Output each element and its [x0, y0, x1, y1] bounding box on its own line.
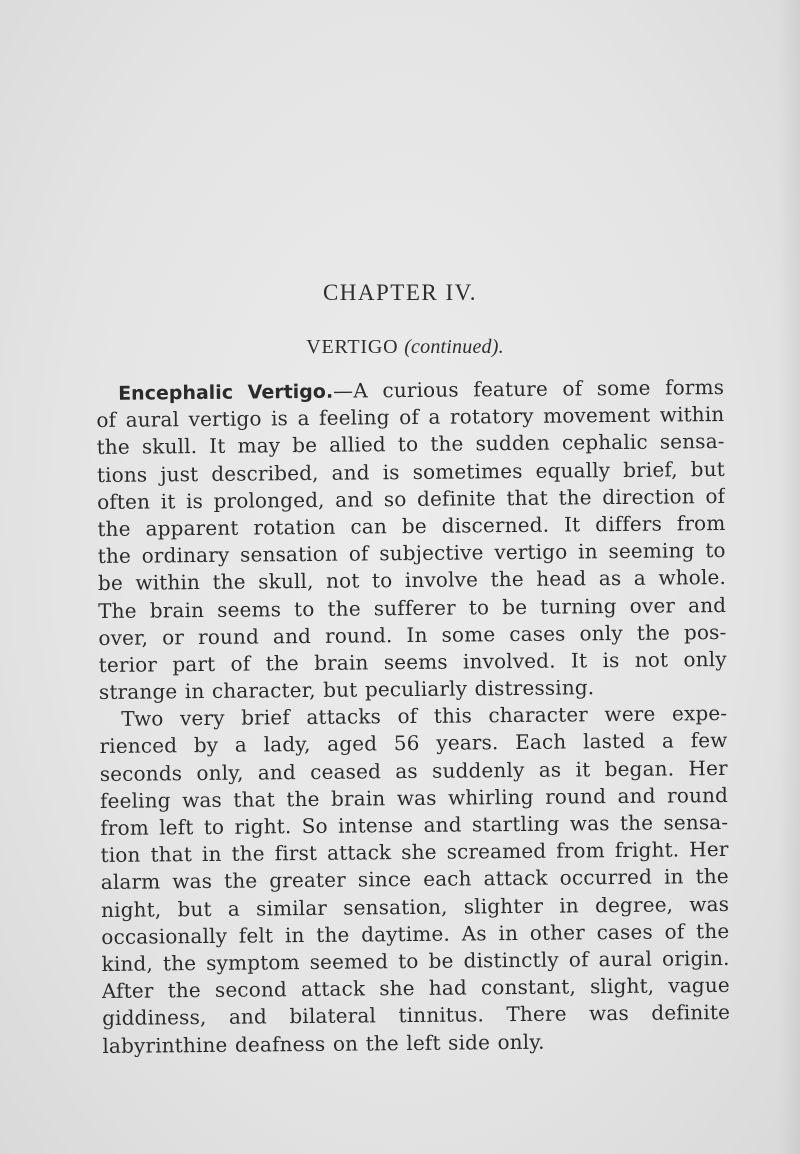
text-line: tions just described, and is sometimes equally brief, but [96, 456, 725, 487]
text-line: strange in character, but peculiarly distressing. [98, 675, 595, 705]
text-line: occasionally felt in the daytime. As in other cases of the [101, 918, 730, 949]
text-line: rienced by a lady, aged 56 years. Each lasted a few [99, 728, 728, 759]
body-text [96, 374, 730, 1060]
chapter-title: CHAPTER IV. [322, 280, 478, 305]
text-line: labyrinthine deafness on the left side only. [102, 1029, 545, 1058]
text-line: of aural vertigo is a feeling of a rotatory movement within [96, 402, 725, 433]
text-line: alarm was the greater since each attack occurred in the [100, 864, 729, 895]
text-line: terior part of the brain seems involved. It is not only [98, 646, 727, 677]
text-line: often it is prolonged, and so definite that the direction of [97, 483, 726, 514]
text-line: from left to right. So intense and startling was the sensa- [100, 809, 729, 840]
text-line: tion that in the first attack she screamed from fright. Her [100, 837, 729, 868]
run-in-heading: Encephalic Vertigo. [118, 380, 334, 405]
text-line: After the second attack she had constant, slight, vague [101, 973, 730, 1004]
text-line: be within the skull, not to involve the head as a whole. [97, 565, 727, 596]
text-line: night, but a similar sensation, slighter in degree, was [100, 891, 730, 922]
text-line: the ordinary sensation of subjective vertigo in seeming to [97, 538, 726, 569]
section-suffix: (continued). [404, 336, 504, 358]
section-title [0, 336, 800, 359]
text-line: feeling was that the brain was whirling round and round [99, 782, 729, 813]
page-edge-shadow [778, 0, 800, 1154]
section-label: VERTIGO [306, 336, 399, 358]
text-line: the apparent rotation can be discerned. It differs from [97, 510, 726, 541]
text-line: Two very brief attacks of this character were expe- [121, 701, 728, 732]
text-line: seconds only, and ceased as suddenly as it began. Her [99, 755, 728, 786]
text-line: kind, the symptom seemed to be distinctly of aural origin. [101, 945, 730, 976]
text-line: The brain seems to the sufferer to be turning over and [98, 592, 727, 623]
line-text: —A curious feature of some forms [332, 374, 725, 403]
text-line: over, or round and round. In some cases only the pos- [98, 619, 727, 650]
text-line: giddiness, and bilateral tinnitus. There was definite [102, 1000, 731, 1031]
text-line: the skull. It may be allied to the sudden cephalic sensa- [96, 429, 725, 460]
